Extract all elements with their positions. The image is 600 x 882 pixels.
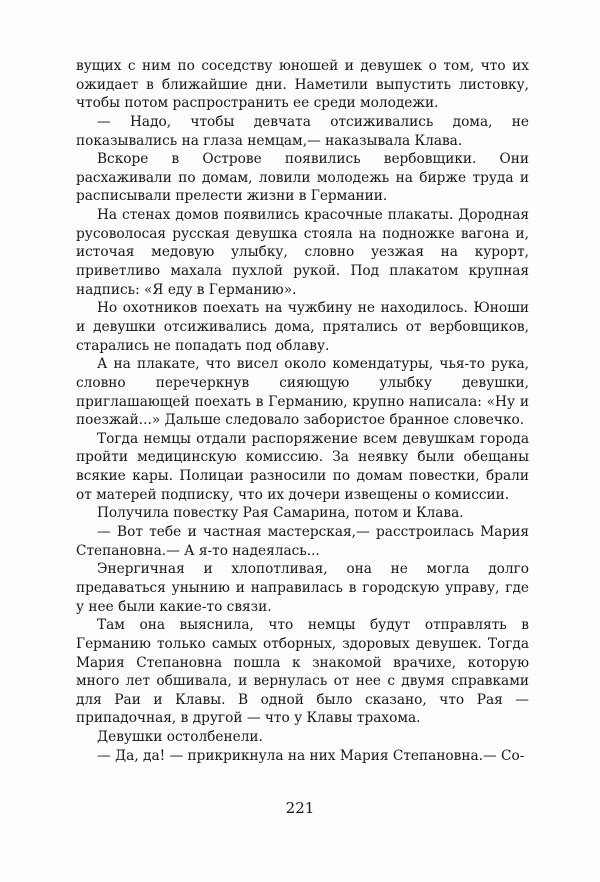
paragraph: Там она выяснила, что немцы будут отправлять в Германию только самых отборных, здоровых девушек. Тогда Мария Степановна пошла к знакомой врачихе, которую много лет обшивала, и вернулась от нее с двумя справками для Раи и Клавы. В одной было сказано, что Рая — припадочная, в другой — что у Клавы трахома.: [76, 617, 529, 727]
paragraph: На стенах домов появились красочные плакаты. Дородная русоволосая русская девушка стояла на подножке вагона и, источая медовую улыбку, словно уезжая на курорт, приветливо махала пухлой рукой. Под плакатом крупная надпись: «Я еду в Германию».: [76, 207, 529, 298]
page-number: 221: [285, 799, 315, 817]
paragraph: — Да, да! — прикрикнула на них Мария Степановна.— Со-: [97, 747, 525, 764]
paragraph: Но охотников поехать на чужбину не находилось. Юноши и девушки отсиживались дома, прятались от вербовщиков, старались не попадать под облаву.: [76, 300, 529, 354]
paragraph: А на плакате, что висел около комендатуры, чья-то рука, словно перечеркнув сияющую улыбку девушки, приглашающей поехать в Германию, крупно написала: «Ну и поезжай...» Дальше следовало забористое бранное словечко.: [76, 356, 529, 429]
paragraph: Девушки остолбенели.: [97, 729, 263, 746]
body-text: [76, 57, 529, 765]
paragraph: — Вот тебе и частная мастерская,— расстроилась Мария Степановна.— А я-то надеялась...: [76, 524, 529, 559]
paragraph: Энергичная и хлопотливая, она не могла долго предаваться унынию и направилась в городскую управу, где у нее были какие-то связи.: [76, 561, 529, 615]
paragraph: — Надо, чтобы девчата отсиживались дома, не показывались на глаза немцам,— наказывала Клава.: [76, 113, 529, 149]
paragraph: вущих с ним по соседству юношей и девушек о том, что их ожидает в ближайшие дни. Наметили выпустить листовку, чтобы потом распространить ее среди молодежи.: [76, 58, 529, 112]
paragraph: Получила повестку Рая Самарина, потом и Клава.: [97, 505, 464, 522]
paragraph: Вскоре в Острове появились вербовщики. Они расхаживали по домам, ловили молодежь на бирже труда и расписывали прелести жизни в Германии.: [76, 151, 529, 205]
paragraph: Тогда немцы отдали распоряжение всем девушкам города пройти медицинскую комиссию. За неявку были обещаны всякие кары. Полицаи разносили по домам повестки, брали от матерей подписку, что их дочери извещены о комиссии.: [76, 430, 529, 503]
